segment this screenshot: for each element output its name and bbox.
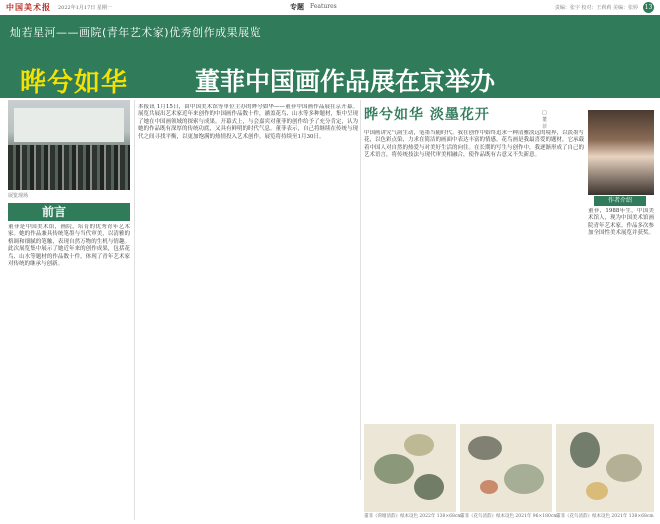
- staff-credits: 责编：张宇 校对：王莉莉 美编：张婷: [554, 5, 638, 11]
- essay-title: 晔兮如华 淡墨花开: [364, 107, 490, 123]
- news-article-text: 本报讯 1月15日，由中国美术馆等单位主办的晔兮如华——董菲中国画作品展在京开幕。展览共展出艺术家近年来创作的中国画作品数十件，涵盖花鸟、山水等多种题材，集中呈现了她在中国画领域的探索与成果。开幕式上，与会嘉宾对董菲的创作给予了充分肯定，认为她的作品既有深厚的传统功底，又具有鲜明的时代气息。董菲表示，自己将继续在传统与现代之间寻找平衡，以更加饱满的热情投入艺术创作。展览将持续至1月30日。: [138, 104, 358, 140]
- page-number: 13: [644, 4, 653, 11]
- essay-header: [364, 104, 548, 130]
- painting-2: [460, 424, 552, 512]
- headline-main: 晔兮如华: [20, 68, 129, 98]
- issue-date: 2022年1月17日 星期一: [58, 5, 112, 11]
- foreword-title: 前言: [8, 203, 130, 221]
- photo-caption: 展览现场: [8, 193, 29, 199]
- essay-author: □ 董菲: [542, 110, 548, 130]
- page-header: [0, 0, 660, 16]
- painting-2-caption: 董菲《花鸟清韵》纸本设色 2021年 96×180cm: [460, 514, 558, 519]
- essay-text: 中国画讲究气韵生动，笔墨当随时代。我在创作中始终追求一种清雅淡远的境界，以淡墨写花，以色彩点染，力求在简洁的画面中表达丰富的情感。花鸟画是我最喜爱的题材，它承载着中国人对自然的热爱与对美好生活的向往。在长期的写生与创作中，我逐渐形成了自己的艺术语言，将传统技法与现代审美相融合，使作品既有古意又不失新意。: [364, 130, 584, 159]
- column-divider: [360, 100, 361, 480]
- section-label-en: Features: [310, 3, 337, 10]
- painting-3: [556, 424, 654, 512]
- exhibition-photo: [8, 100, 130, 190]
- section-label: 专题: [290, 2, 304, 11]
- masthead: 中国美术报: [6, 2, 51, 12]
- painting-1-caption: 董菲《荷塘清韵》纸本设色 2022年 138×68cm: [364, 514, 462, 519]
- kicker: 灿若星河——画院(青年艺术家)优秀创作成果展览: [10, 26, 262, 39]
- author-tag: 作者介绍: [594, 196, 646, 206]
- column-divider: [134, 100, 135, 520]
- artist-portrait: [588, 110, 654, 195]
- painting-3-caption: 董菲《花鸟清韵》纸本设色 2021年 138×68cm: [556, 514, 654, 519]
- headline-sub: 董菲中国画作品展在京举办: [195, 67, 496, 96]
- author-bio: 董菲，1988年生，中国美术馆人，现为中国美术馆画院青年艺术家。作品多次参加全国性美术展览并获奖。: [588, 208, 654, 237]
- foreword-text: 董菲是中国美术馆，画院，培育的优秀青年艺术家。她的作品兼具传统笔墨与当代审美，以清雅的格调和细腻的笔触，表现自然万物的生机与情趣。此次展览集中展示了她近年来的创作成果，包括花鸟、山水等题材的作品数十件，体现了青年艺术家对传统的继承与创新。: [8, 224, 130, 268]
- painting-1: [364, 424, 456, 512]
